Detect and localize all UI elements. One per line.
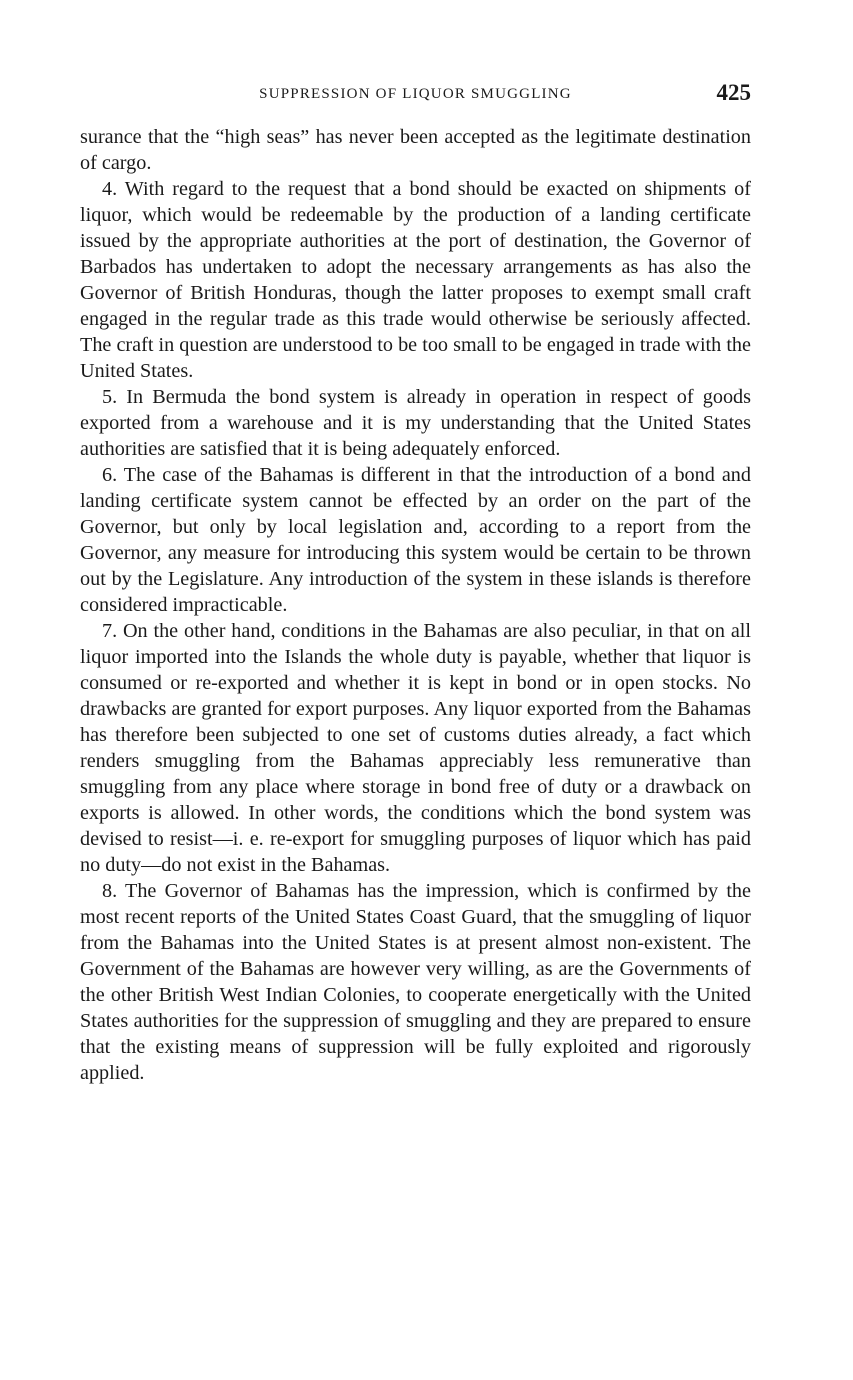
- paragraph-8: 8. The Governor of Bahamas has the impression, which is confirmed by the most recent reports of the United States Coast Guard, that the smuggling of liquor from the Bahamas into the United States is at present almost non-existent. The Government of the Bahamas are however very willing, as are the Governments of the other British West Indian Colonies, to cooperate energetically with the United States authorities for the suppression of smuggling and they are prepared to ensure that the existing means of suppression will be fully exploited and rigorously applied.: [80, 880, 751, 1084]
- paragraph-5: 5. In Bermuda the bond system is already in operation in respect of goods exported from a warehouse and it is my understanding that the United States authorities are satisfied that it is being adequately enforced.: [80, 386, 751, 460]
- document-page: [80, 76, 751, 1086]
- paragraph-4: 4. With regard to the request that a bond should be exacted on shipments of liquor, which would be redeemable by the production of a landing certificate issued by the appropriate authorities at the port of destination, the Governor of Barbados has undertaken to adopt the necessary arrangements as has also the Governor of British Honduras, though the latter proposes to exempt small craft engaged in the regular trade as this trade would otherwise be seriously affected. The craft in question are understood to be too small to be engaged in trade with the United States.: [80, 178, 751, 382]
- paragraph-6: 6. The case of the Bahamas is different in that the introduction of a bond and landing certificate system cannot be effected by an order on the part of the Governor, but only by local legislation and, according to a report from the Governor, any measure for introducing this system would be certain to be thrown out by the Legislature. Any introduction of the system in these islands is therefore considered impracticable.: [80, 464, 751, 616]
- running-title: SUPPRESSION OF LIQUOR SMUGGLING: [259, 86, 572, 102]
- running-header: [80, 76, 751, 116]
- body-text: [80, 124, 751, 1086]
- page-number: 425: [716, 80, 751, 105]
- paragraph-continuation: surance that the “high seas” has never been accepted as the legitimate destination of cargo.: [80, 126, 751, 174]
- paragraph-7: 7. On the other hand, conditions in the Bahamas are also peculiar, in that on all liquor imported into the Islands the whole duty is payable, whether that liquor is consumed or re-exported and whether it is kept in bond or in open stocks. No drawbacks are granted for export purposes. Any liquor exported from the Bahamas has therefore been subjected to one set of customs duties already, a fact which renders smuggling from the Bahamas appreciably less remunerative than smuggling from any place where storage in bond free of duty or a drawback on exports is allowed. In other words, the conditions which the bond system was devised to resist—i. e. re-export for smuggling purposes of liquor which has paid no duty—do not exist in the Bahamas.: [80, 620, 751, 876]
